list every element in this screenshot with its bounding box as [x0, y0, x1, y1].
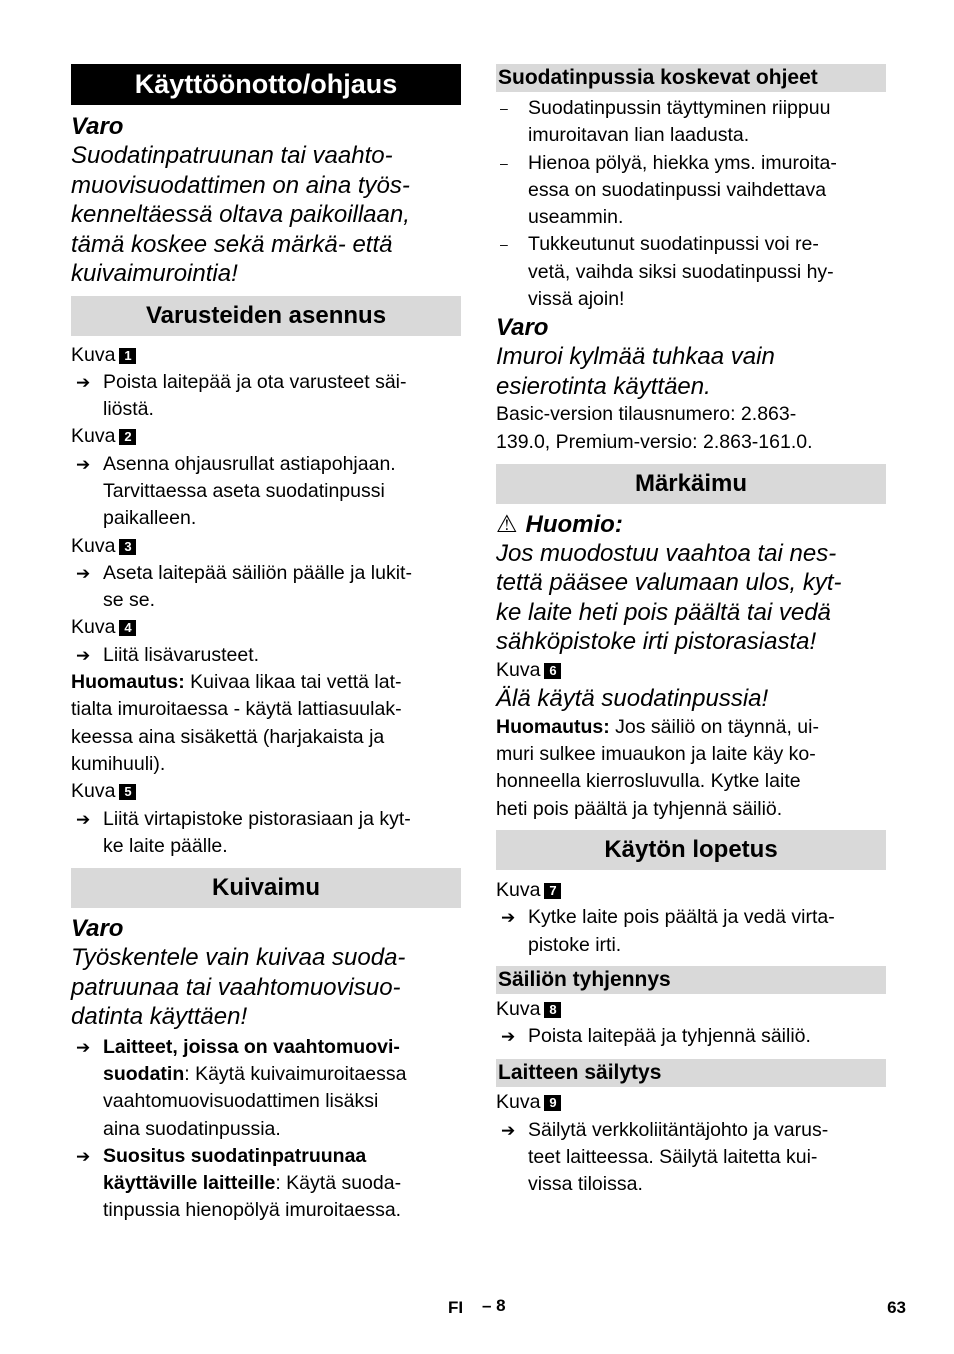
- footer-page-number: 63: [887, 1298, 906, 1317]
- figure-ref: Kuva 7: [496, 877, 886, 904]
- instruction-step: ➔ Liitä virtapistoke pistorasiaan ja kyt- ke laite päälle.: [76, 807, 411, 857]
- figure-ref: Kuva 8: [496, 996, 886, 1023]
- figure-ref: Kuva 3: [71, 533, 461, 560]
- section-title-dry: Kuivaimu: [71, 868, 461, 908]
- section-title-wet: Märkäimu: [496, 464, 886, 504]
- arrow-icon: ➔: [501, 1027, 516, 1047]
- list-item: – Tukkeutunut suodatinpussi voi re- vetä, vaihda siksi suodatinpussi hy- vissä ajoin!: [500, 233, 834, 311]
- caution-text: Työskentele vain kuivaa suoda- patruunaa tai vaahtomuovisuo- datinta käyttäen!: [71, 944, 406, 1031]
- list-item: – Hienoa pölyä, hiekka yms. imuroita- essa on suodatinpussi vaihdettava useammin.: [500, 151, 837, 229]
- wet-content: [496, 510, 886, 823]
- note-label: Huomautus:: [71, 671, 185, 694]
- note-paragraph: Huomautus: Kuivaa likaa tai vettä lat- tialta imuroitaessa - käytä lattiasuulak- keessa aina sisäkettä (harjakaista ja kumihuuli).: [71, 671, 402, 775]
- accessories-content: [71, 342, 461, 861]
- arrow-icon: ➔: [76, 1037, 91, 1057]
- instruction-step: ➔ Poista laitepää ja tyhjennä säiliö.: [496, 1023, 886, 1050]
- instruction-step: ➔ Poista laitepää ja ota varusteet säi- liöstä.: [76, 370, 407, 421]
- arrow-icon: ➔: [76, 454, 91, 474]
- emptying-content: [496, 996, 886, 1051]
- figure-number-box: 8: [544, 1002, 561, 1018]
- figure-number-box: 2: [119, 429, 136, 445]
- figure-number-box: 9: [544, 1095, 561, 1111]
- section-title-bag: Suodatinpussia koskevat ohjeet: [496, 64, 886, 92]
- figure-number-box: 1: [119, 348, 136, 364]
- section-title-storage: Laitteen säilytys: [496, 1059, 886, 1087]
- footer-page-ref: – 8: [482, 1296, 506, 1315]
- section-title-end: Käytön lopetus: [496, 830, 886, 870]
- instruction-step: ➔ Asenna ohjausrullat astiapohjaan. Tarvittaessa aseta suodatinpussi paikalleen.: [76, 452, 396, 530]
- instruction-step: ➔ Laitteet, joissa on vaahtomuovi- suodatin: Käytä kuivaimuroitaessa vaahtomuovisuodattimen lisäksi aina suodatinpussia.: [76, 1035, 407, 1140]
- note-paragraph: Huomautus: Jos säiliö on täynnä, ui- muri sulkee imuaukon ja laite käy ko- honneella kierrosluvulla. Kytke laite heti pois päältä ja tyhjennä säiliö.: [496, 715, 819, 820]
- arrow-icon: ➔: [76, 809, 91, 829]
- no-bag-warning: Älä käytä suodatinpussia!: [496, 685, 769, 713]
- left-column: [71, 64, 461, 1225]
- caution-text: Imuroi kylmää tuhkaa vain esierotinta käyttäen.: [496, 343, 775, 400]
- caution-block-1: [71, 112, 461, 289]
- caution-line: tämä koskee sekä märkä- että: [71, 230, 393, 258]
- figure-ref: Kuva 6: [496, 657, 886, 684]
- caution-line: kenneltäessä oltava paikoillaan,: [71, 201, 410, 228]
- arrow-icon: ➔: [501, 1120, 516, 1140]
- end-content: [496, 877, 886, 959]
- figure-ref: Kuva 9: [496, 1089, 886, 1116]
- caution-line: Suodatinpatruunan tai vaahto-: [71, 142, 393, 169]
- figure-ref: Kuva 2: [71, 423, 461, 450]
- arrow-icon: ➔: [76, 372, 91, 392]
- arrow-icon: ➔: [501, 908, 516, 928]
- main-title: Käyttöönotto/ohjaus: [71, 64, 461, 105]
- warning-triangle-icon: ⚠: [496, 510, 518, 538]
- arrow-icon: ➔: [76, 1146, 91, 1166]
- caution-heading: Varo: [496, 314, 549, 342]
- caution-heading: Varo: [71, 113, 124, 140]
- dry-content: [71, 914, 461, 1225]
- caution-heading: Varo: [71, 915, 124, 943]
- figure-number-box: 7: [544, 883, 561, 899]
- bag-content: [496, 95, 886, 456]
- section-title-accessories: Varusteiden asennus: [71, 296, 461, 336]
- attention-text: Jos muodostuu vaahtoa tai nes- tettä pääsee valumaan ulos, kyt- ke laite heti pois päältä tai vedä sähköpistoke irti pistorasiasta!: [496, 539, 842, 656]
- footer-language: FI: [448, 1298, 464, 1317]
- figure-ref: Kuva 4: [71, 614, 461, 641]
- figure-ref: Kuva 5: [71, 778, 461, 805]
- arrow-icon: ➔: [76, 563, 91, 583]
- figure-number-box: 6: [544, 663, 561, 679]
- caution-text: [71, 141, 461, 289]
- instruction-step: ➔ Kytke laite pois päältä ja vedä virta- pistoke irti.: [501, 906, 835, 956]
- list-item: – Suodatinpussin täyttyminen riippuu imuroitavan lian laadusta.: [500, 97, 831, 147]
- instruction-step: ➔ Säilytä verkkoliitäntäjohto ja varus- teet laitteessa. Säilytä laitetta kui- vissa tiloissa.: [501, 1118, 829, 1196]
- instruction-step: ➔ Suositus suodatinpatruunaa käyttäville laitteille: Käytä suoda- tinpussia hienopölyä imuroitaessa.: [76, 1144, 402, 1222]
- section-title-emptying: Säiliön tyhjennys: [496, 966, 886, 994]
- right-column: [496, 64, 886, 1199]
- attention-heading: ⚠ Huomio:: [496, 510, 623, 538]
- instruction-step: ➔ Aseta laitepää säiliön päälle ja lukit- se se.: [76, 561, 412, 612]
- order-numbers: Basic-version tilausnumero: 2.863- 139.0, Premium-versio: 2.863-161.0.: [496, 403, 813, 453]
- caution-line: muovisuodattimen on aina työs-: [71, 171, 410, 199]
- figure-number-box: 5: [119, 784, 136, 800]
- caution-line: kuivaimurointia!: [71, 260, 238, 287]
- figure-number-box: 3: [119, 539, 136, 555]
- figure-ref: Kuva 1: [71, 342, 461, 369]
- arrow-icon: ➔: [76, 645, 91, 665]
- note-label: Huomautus:: [496, 715, 610, 738]
- storage-content: [496, 1089, 886, 1198]
- instruction-step: ➔ Liitä lisävarusteet.: [71, 642, 461, 669]
- figure-number-box: 4: [119, 620, 136, 636]
